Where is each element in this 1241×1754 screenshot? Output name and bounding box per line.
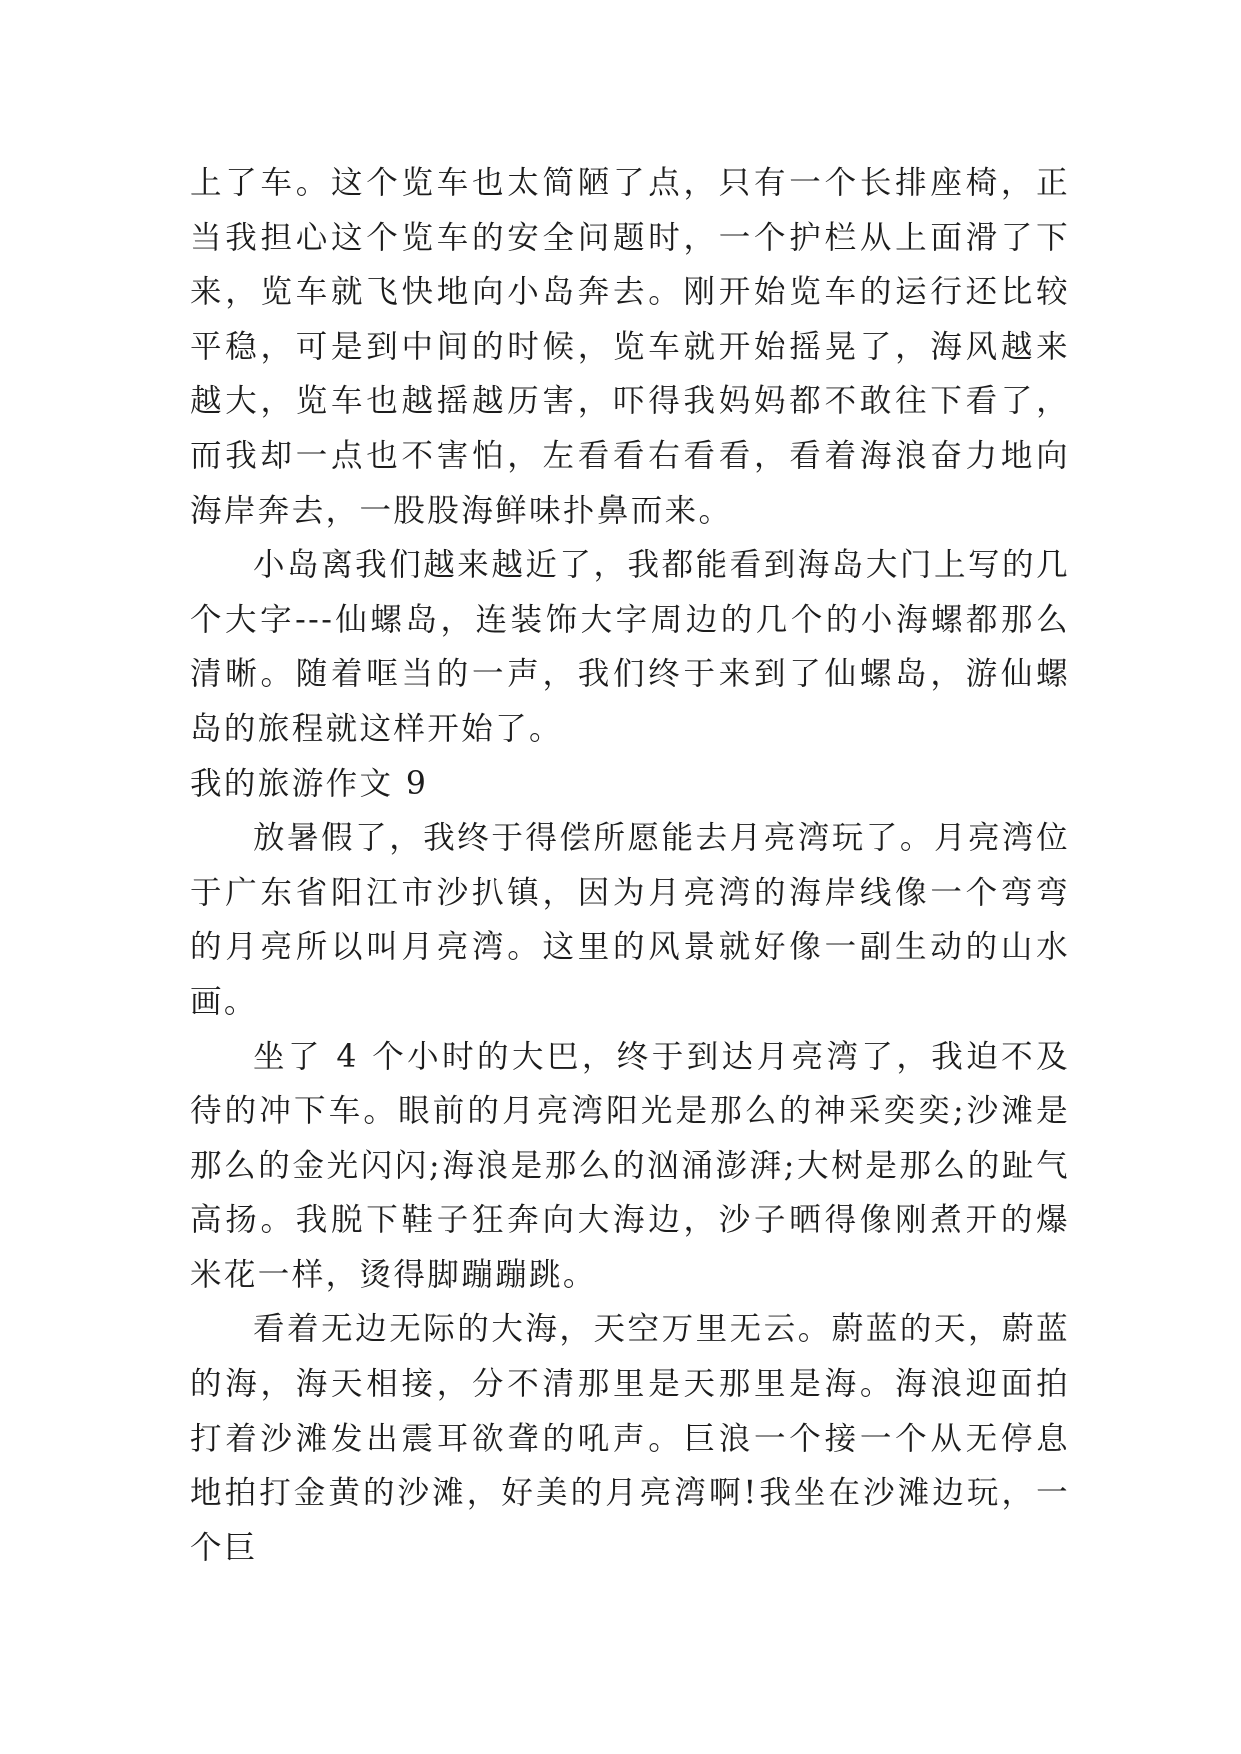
essay-heading: 我的旅游作文 9 <box>190 765 429 802</box>
paragraph-bus-arrival: 坐了 4 个小时的大巴，终于到达月亮湾了，我迫不及待的冲下车。眼前的月亮湾阳光是那么的神采奕奕;沙滩是那么的金光闪闪;海浪是那么的汹涌澎湃;大树是那么的趾气高扬。我脱下鞋子狂奔向大海边，沙子晒得像刚煮开的爆米花一样，烫得脚蹦蹦跳。 <box>190 1038 1070 1293</box>
paragraph-sea-view: 看着无边无际的大海，天空万里无云。蔚蓝的天，蔚蓝的海，海天相接，分不清那里是天那里是海。海浪迎面拍打着沙滩发出震耳欲聋的吼声。巨浪一个接一个从无停息地拍打金黄的沙滩，好美的月亮湾啊!我坐在沙滩边玩，一个巨 <box>190 1311 1070 1566</box>
document-body <box>190 156 1070 1575</box>
paragraph-island-arrival: 小岛离我们越来越近了，我都能看到海岛大门上写的几个大字---仙螺岛，连装饰大字周边的几个的小海螺都那么清晰。随着哐当的一声，我们终于来到了仙螺岛，游仙螺岛的旅程就这样开始了。 <box>190 547 1070 747</box>
paragraph-summer-vacation: 放暑假了，我终于得偿所愿能去月亮湾玩了。月亮湾位于广东省阳江市沙扒镇，因为月亮湾的海岸线像一个弯弯的月亮所以叫月亮湾。这里的风景就好像一副生动的山水画。 <box>190 820 1070 1020</box>
paragraph-cable-car: 上了车。这个览车也太简陋了点，只有一个长排座椅，正当我担心这个览车的安全问题时，一个护栏从上面滑了下来，览车就飞快地向小岛奔去。刚开始览车的运行还比较平稳，可是到中间的时候，览车就开始摇晃了，海风越来越大，览车也越摇越历害，吓得我妈妈都不敢往下看了，而我却一点也不害怕，左看看右看看，看着海浪奋力地向海岸奔去，一股股海鲜味扑鼻而来。 <box>190 165 1070 529</box>
